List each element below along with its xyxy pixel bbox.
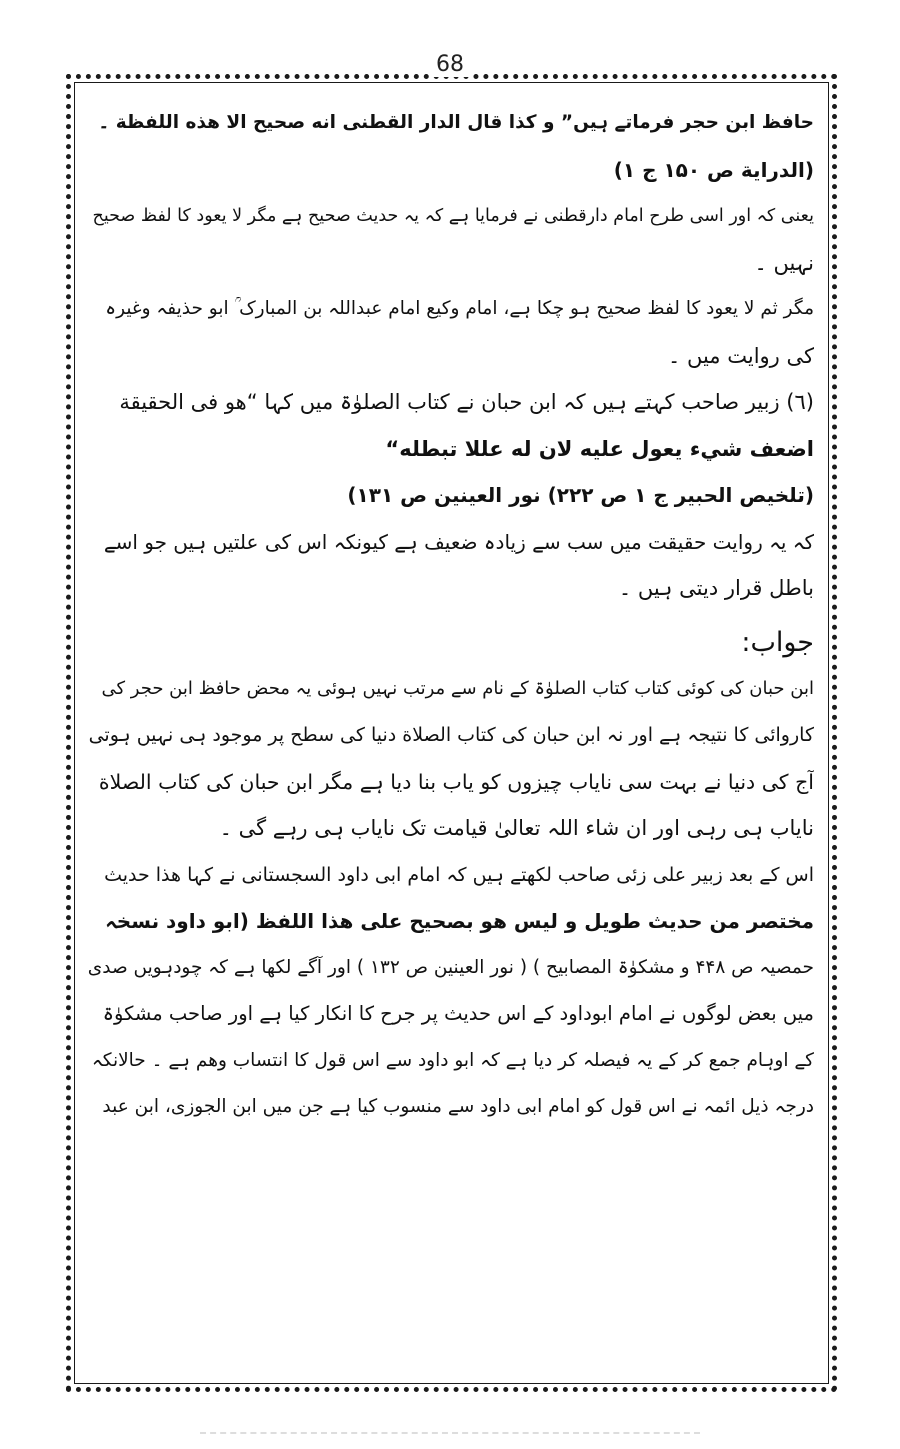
text-line: مختصر من حديث طويل و ليس هو بصحيح على هذا اللفظ (ابو داود نسخہ: [105, 909, 814, 933]
section-heading: جواب:: [741, 626, 814, 658]
text-line: یعنی کہ اور اسی طرح امام دارقطنی نے فرمایا ہے کہ یہ حدیث صحیح ہے مگر لا یعود کا لفظ صحیح: [92, 206, 814, 226]
arabic-quote-line: اضعف شيء يعول عليه لان له عللا تبطله“: [385, 436, 814, 461]
text-line: نایاب ہی رہی اور ان شاء اللہ تعالیٰ قیامت تک نایاب ہی رہے گی ۔: [219, 816, 814, 840]
text-line: میں بعض لوگوں نے امام ابوداود کے اس حدیث پر جرح کا انکار کیا ہے اور صاحب مشکوٰۃ: [102, 1002, 814, 1025]
text-line: کہ یہ روایت حقیقت میں سب سے زیادہ ضعیف ہے کیونکہ اس کی علتیں ہیں جو اسے: [103, 529, 814, 554]
text-line: نہیں ۔: [754, 250, 814, 275]
next-page-bleed: [200, 1432, 700, 1442]
text-line: کاروائی کا نتیجہ ہے اور نہ ابن حبان کی کتاب الصلاة دنیا کی سطح پر موجود ہی نہیں ہوتی: [88, 724, 814, 746]
text-line: باطل قرار دیتی ہیں ۔: [618, 576, 814, 600]
text-line: درجہ ذیل ائمہ نے اس قول کو امام ابی داود سے منسوب کیا ہے جن میں ابن الجوزی، ابن عبد: [102, 1096, 814, 1117]
text-line: آج کی دنیا نے بہت سی نایاب چیزوں کو یاب بنا دیا ہے مگر ابن حبان کی کتاب الصلاة: [98, 769, 814, 794]
text-line: مگر ثم لا یعود کا لفظ صحیح ہو چکا ہے، امام وکیع امام عبداللہ بن المبارک ؒ ابو حذیفہ وغیرہ: [105, 298, 814, 319]
text-line: حافظ ابن حجر فرماتے ہیں” و كذا قال الدار القطنی انه صحيح الا هذه اللفظة ۔: [98, 112, 814, 133]
page-number: [0, 52, 900, 77]
text-line: ابن حبان کی کوئی کتاب کتاب الصلوٰۃ کے نام سے مرتب نہیں ہوئی یہ محض حافظ ابن حجر کی: [101, 677, 814, 699]
text-line: اس کے بعد زبیر علی زئی صاحب لکھتے ہیں کہ امام ابی داود السجستانی نے کہا هذا حديث: [104, 863, 814, 886]
reference-line: (الدراية ص ۱۵۰ ج ۱): [613, 157, 814, 182]
page-body: [88, 100, 814, 1380]
reference-line: (تلخیص الحبیر ج ۱ ص ۲۲۲) نور العینین ص ۱۳۱): [347, 483, 814, 507]
text-line: حمصیہ ص ۴۴۸ و مشکوٰۃ المصابیح ) ( نور العینین ص ۱۳۲ ) اور آگے لکھا ہے کہ چودہویں صدی: [88, 956, 814, 978]
text-line: (٦) زبیر صاحب کہتے ہیں کہ ابن حبان نے کتاب الصلوٰۃ میں کہا “هو فی الحقیقة: [119, 390, 814, 414]
page-number-text: 68: [430, 52, 470, 77]
text-line: کی روایت میں ۔: [668, 343, 814, 368]
text-line: کے اوہام جمع کر کے یہ فیصلہ کر دیا ہے کہ ابو داود سے اس قول کا انتساب وھم ہے ۔ حالانکہ: [91, 1049, 814, 1071]
